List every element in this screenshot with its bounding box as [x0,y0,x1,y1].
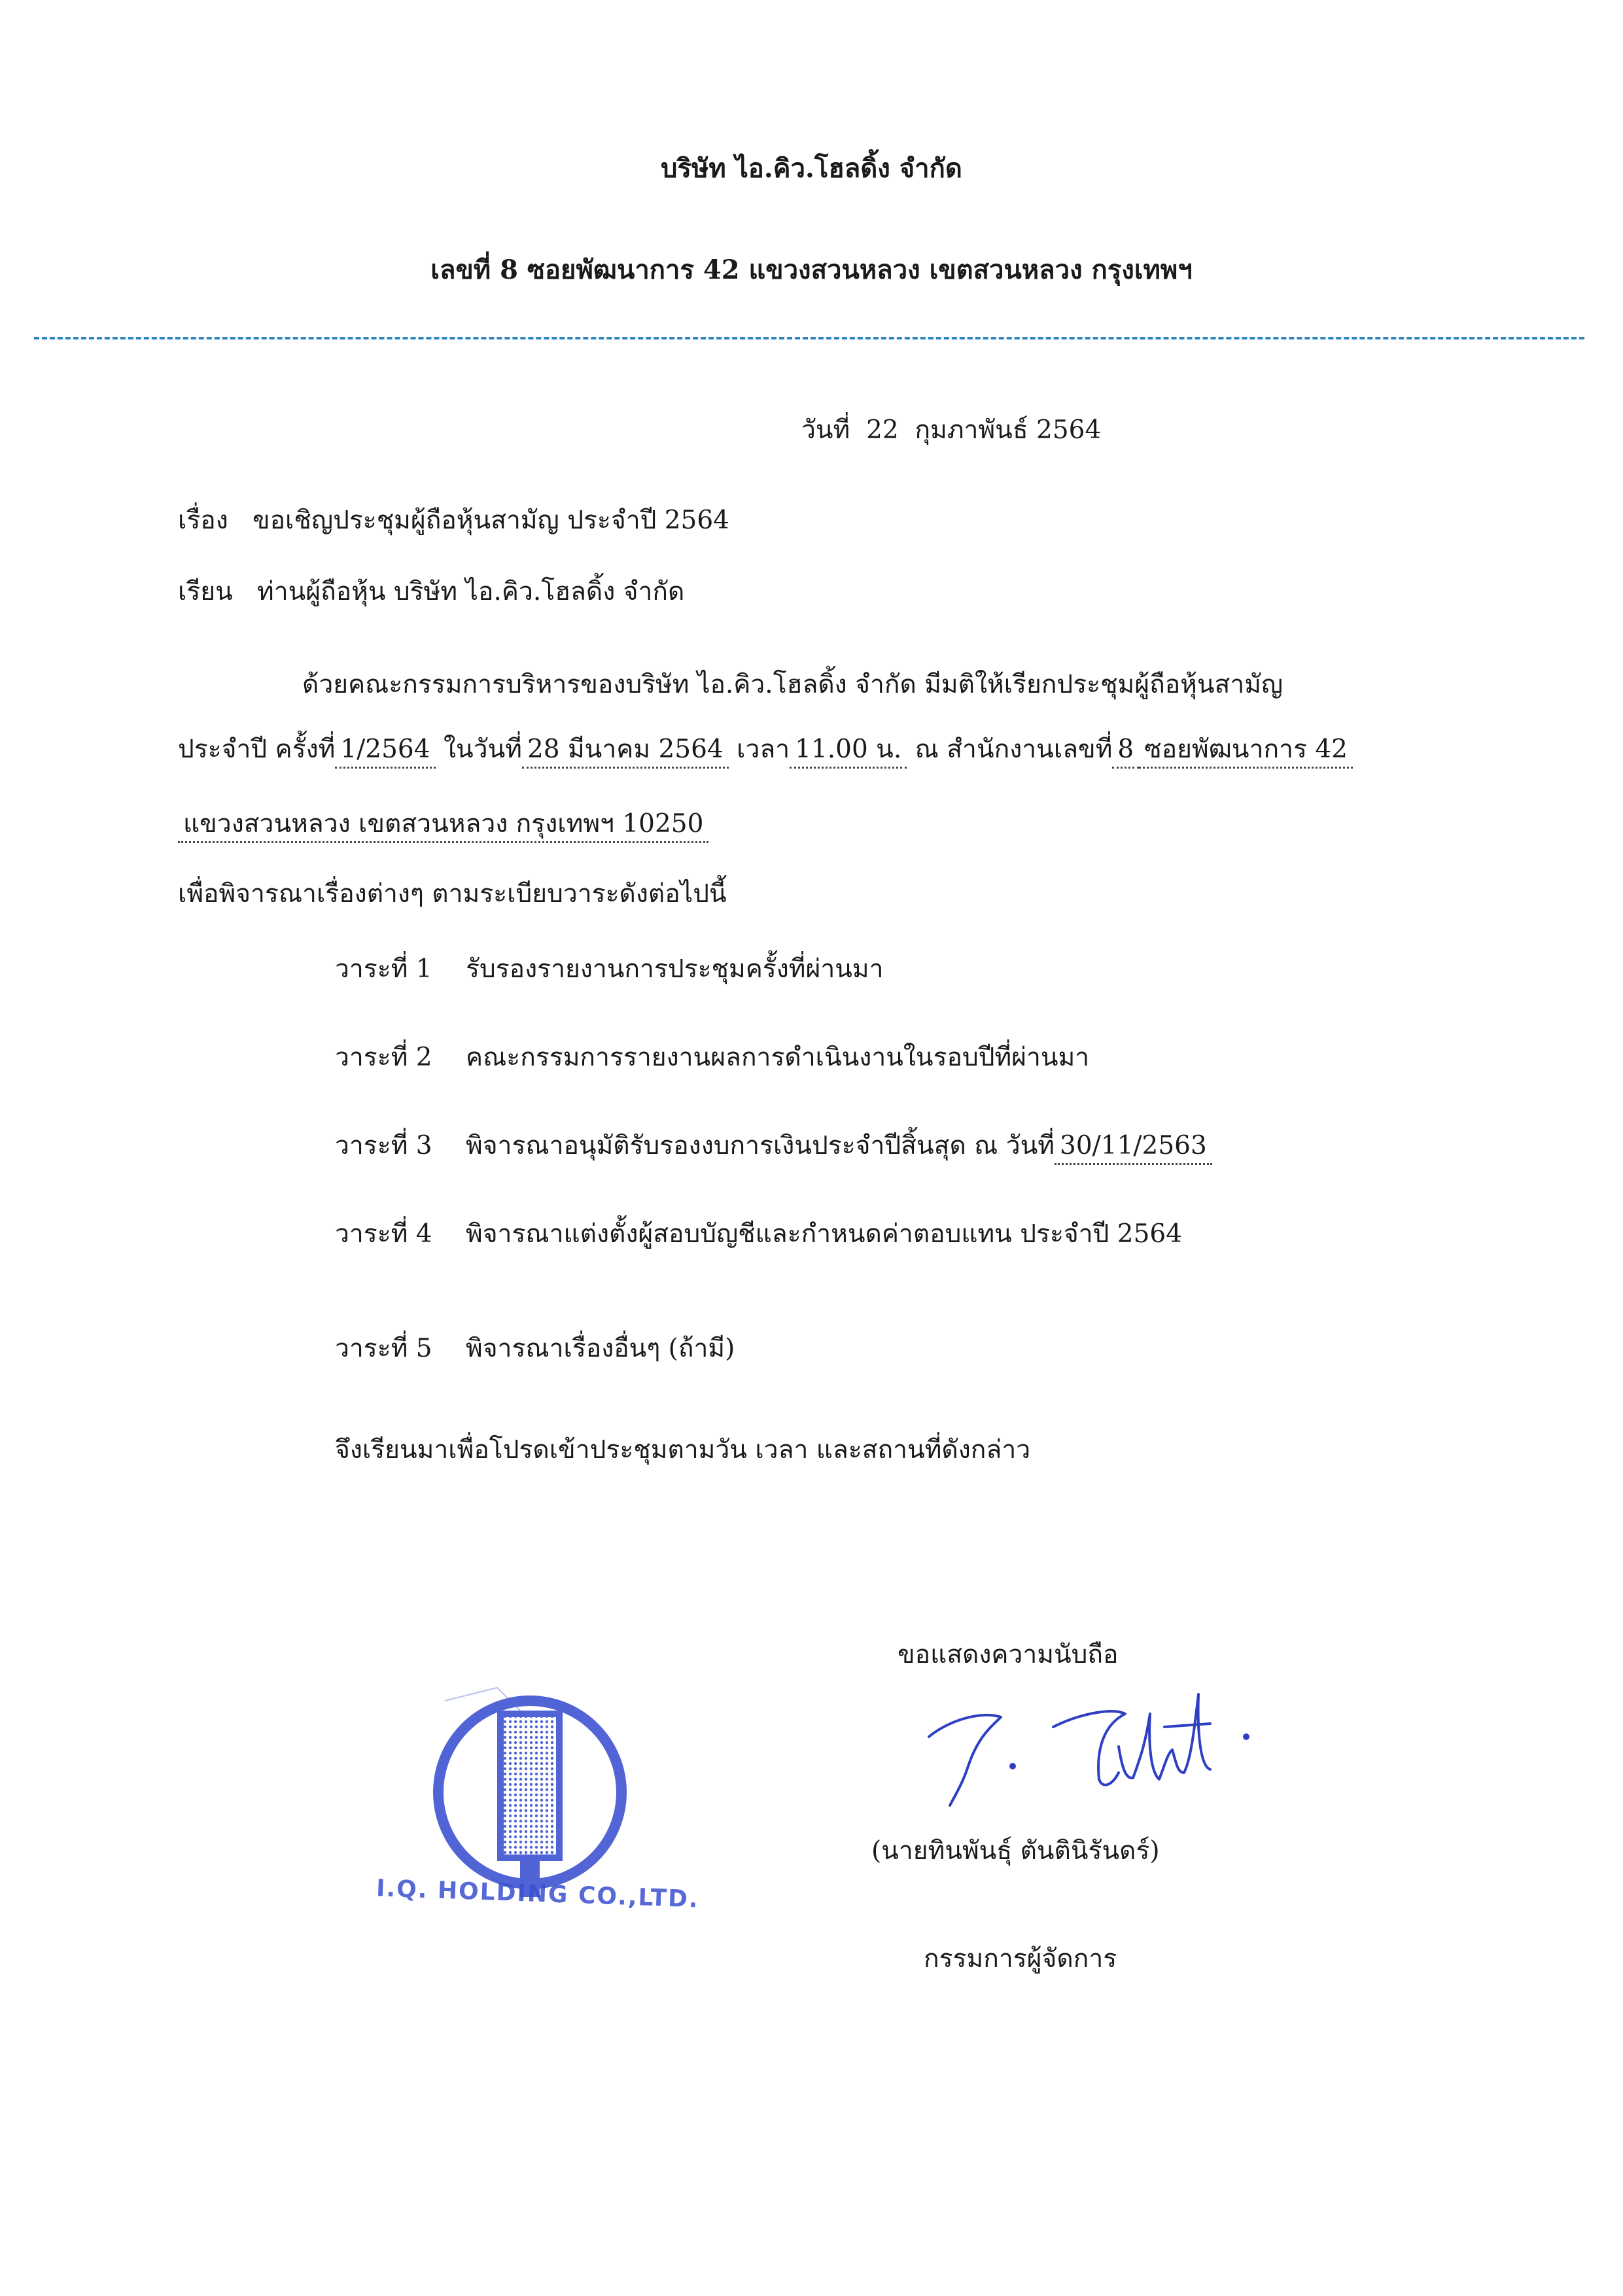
subject-text: ขอเชิญประชุมผู้ถือหุ้นสามัญ ประจำปี 2564 [252,506,729,535]
office-soi: ซอยพัฒนาการ 42 [1139,735,1353,769]
recipient-text: ท่านผู้ถือหุ้น บริษัท ไอ.คิว.โฮลดิ้ง จำกัด [257,577,685,606]
body-paragraph-line-4: เพื่อพิจารณาเรื่องต่างๆ ตามระเบียบวาระดังต่อไปนี้ [178,879,727,909]
agenda-5-label: วาระที่ 5 [335,1334,432,1363]
date-prefix: วันที่ [801,415,850,445]
body-paragraph-line-1: ด้วยคณะกรรมการบริหารของบริษัท ไอ.คิว.โฮลดิ้ง จำกัด มีมติให้เรียกประชุมผู้ถือหุ้นสามัญ [302,670,1283,699]
company-name: บริษัท ไอ.คิว.โฮลดิ้ง จำกัด [661,153,962,184]
meeting-time: 11.00 น. [790,735,907,769]
signature-image [903,1675,1269,1818]
date-month-year: กุมภาพันธ์ 2564 [915,415,1102,445]
agenda-3-date: 30/11/2563 [1055,1131,1212,1165]
subject-line [178,508,729,533]
recipient-line [178,579,684,604]
agenda-2-text: คณะกรรมการรายงานผลการดำเนินงานในรอบปีที่ผ่านมา [466,1043,1090,1072]
agenda-3-text: พิจารณาอนุมัติรับรองงบการเงินประจำปีสิ้นสุด ณ วันที่ [466,1131,1055,1160]
subject-label: เรื่อง [178,506,228,535]
agenda-3-label: วาระที่ 3 [335,1131,432,1160]
letter-date [801,417,1101,443]
meeting-no: 1/2564 [335,735,435,769]
meeting-time-label: เวลา [737,735,790,764]
meeting-date: 28 มีนาคม 2564 [522,735,729,769]
agenda-2-label: วาระที่ 2 [335,1043,432,1072]
recipient-label: เรียน [178,577,233,606]
agenda-4-text: พิจารณาแต่งตั้งผู้สอบบัญชีและกำหนดค่าตอบแทน ประจำปี 2564 [466,1219,1183,1249]
body-paragraph-line-3 [178,811,708,837]
agenda-4-label: วาระที่ 4 [335,1219,432,1249]
company-address: เลขที่ 8 ซอยพัฒนาการ 42 แขวงสวนหลวง เขตสวนหลวง กรุงเทพฯ [430,254,1193,285]
office-label: ณ สำนักงานเลขที่ [915,735,1113,764]
company-seal-image [366,1661,667,1975]
office-no: 8 [1112,735,1139,769]
agenda-1-text: รับรองรายงานการประชุมครั้งที่ผ่านมา [466,954,884,984]
meeting-date-label: ในวันที่ [443,735,522,764]
body-paragraph-line-2 [178,737,1353,762]
agenda-1-label: วาระที่ 1 [335,954,432,984]
agenda-5-text: พิจารณาเรื่องอื่นๆ (ถ้ามี) [466,1334,735,1363]
regards-text: ขอแสดงความนับถือ [898,1640,1119,1669]
date-day: 22 [866,415,899,445]
closing-line: จึงเรียนมาเพื่อโปรดเข้าประชุมตามวัน เวลา และสถานที่ดังกล่าว [335,1435,1031,1465]
office-district: แขวงสวนหลวง เขตสวนหลวง กรุงเทพฯ 10250 [178,809,708,843]
signer-position: กรรมการผู้จัดการ [924,1944,1117,1974]
signer-name: (นายทินพันธุ์ ตันตินิรันดร์) [871,1836,1160,1866]
seal-text: I.Q. HOLDING CO.,LTD. [375,1875,700,1913]
agenda-3-line [466,1133,1212,1158]
meeting-no-label: ประจำปี ครั้งที่ [178,735,336,764]
header-divider [34,337,1584,339]
